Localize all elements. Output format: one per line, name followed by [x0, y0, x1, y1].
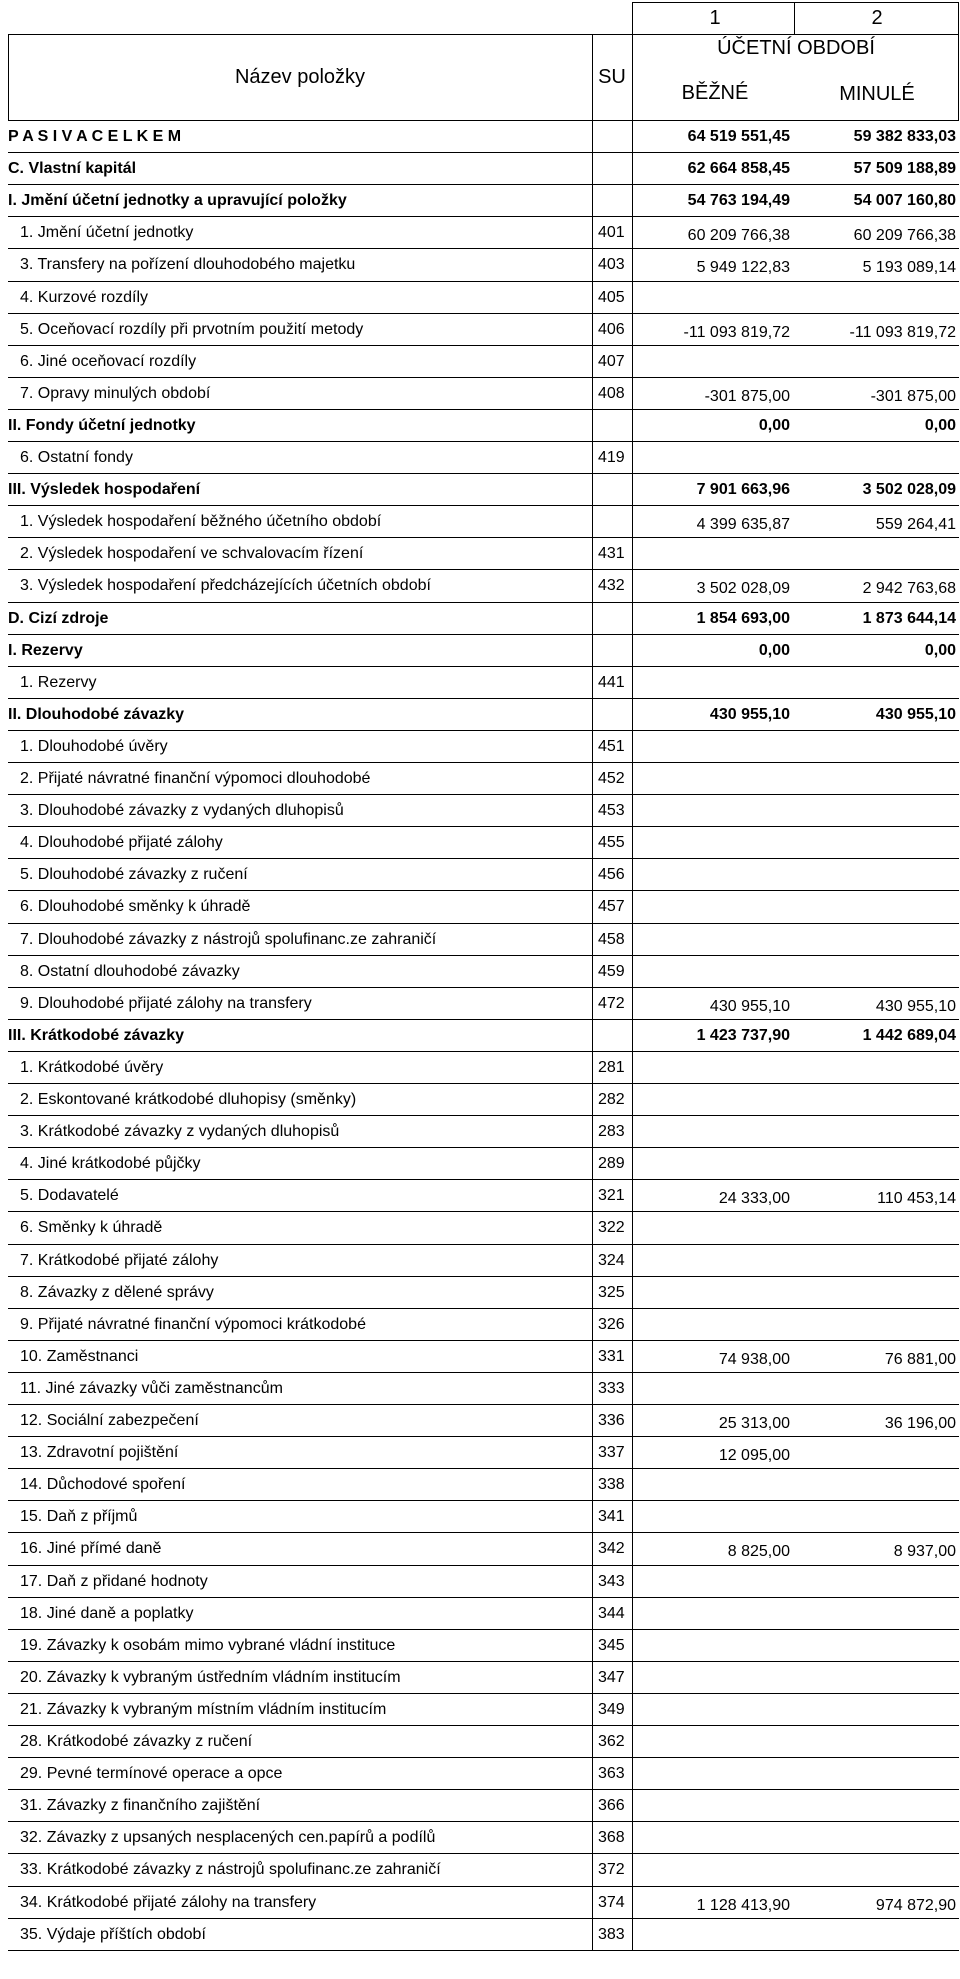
grid-line: [8, 826, 959, 827]
grid-line: [8, 1436, 959, 1437]
row-item-name: 8. Ostatní dlouhodobé závazky: [20, 963, 240, 980]
row-previous-value: 430 955,10: [875, 706, 956, 723]
row-previous-value: 3 502 028,09: [862, 481, 956, 498]
row-su-code: 408: [598, 385, 625, 402]
row-item-name: 3. Transfery na pořízení dlouhodobého majetku: [20, 256, 356, 273]
row-item-name: I. Jmění účetní jednotky a upravující položky: [8, 192, 347, 209]
grid-line: [632, 2, 959, 3]
grid-line: [8, 730, 959, 731]
row-item-name: 15. Daň z příjmů: [20, 1508, 138, 1525]
grid-line: [8, 602, 959, 603]
row-su-code: 374: [598, 1894, 625, 1911]
previous-period-header: MINULÉ: [839, 83, 915, 105]
row-su-code: 366: [598, 1797, 625, 1814]
row-item-name: 2. Eskontované krátkodobé dluhopisy (směnky): [20, 1091, 357, 1108]
row-current-value: 4 399 635,87: [696, 516, 790, 533]
row-su-code: 419: [598, 449, 625, 466]
row-item-name: 29. Pevné termínové operace a opce: [20, 1765, 283, 1782]
row-su-code: 451: [598, 738, 625, 755]
grid-line: [8, 248, 959, 249]
row-su-code: 331: [598, 1348, 625, 1365]
row-previous-value: 2 942 763,68: [862, 580, 956, 597]
row-su-code: 325: [598, 1284, 625, 1301]
row-previous-value: -301 875,00: [870, 388, 956, 405]
row-current-value: 3 502 028,09: [696, 580, 790, 597]
row-item-name: 16. Jiné přímé daně: [20, 1540, 162, 1557]
grid-line: [794, 2, 795, 35]
row-item-name: 7. Krátkodobé přijaté zálohy: [20, 1252, 219, 1269]
grid-line: [8, 1404, 959, 1405]
row-su-code: 459: [598, 963, 625, 980]
grid-line: [8, 184, 959, 185]
row-su-code: 341: [598, 1508, 625, 1525]
grid-line: [8, 409, 959, 410]
grid-line: [8, 1629, 959, 1630]
row-su-code: 383: [598, 1926, 625, 1943]
row-current-value: 54 763 194,49: [687, 192, 790, 209]
row-su-code: 322: [598, 1219, 625, 1236]
grid-line: [8, 473, 959, 474]
row-current-value: 64 519 551,45: [687, 128, 790, 145]
row-su-code: 336: [598, 1412, 625, 1429]
grid-line: [8, 152, 959, 153]
grid-line: [8, 505, 959, 506]
row-su-code: 326: [598, 1316, 625, 1333]
row-su-code: 338: [598, 1476, 625, 1493]
row-item-name: 7. Opravy minulých období: [20, 385, 211, 402]
row-su-code: 342: [598, 1540, 625, 1557]
row-previous-value: -11 093 819,72: [849, 324, 956, 341]
row-item-name: 12. Sociální zabezpečení: [20, 1412, 199, 1429]
row-previous-value: 430 955,10: [875, 998, 956, 1015]
grid-line: [8, 1179, 959, 1180]
column-number-1: 1: [709, 7, 721, 29]
row-item-name: 1. Dlouhodobé úvěry: [20, 738, 168, 755]
grid-line: [8, 313, 959, 314]
row-item-name: 32. Závazky z upsaných nesplacených cen.papírů a podílů: [20, 1829, 436, 1846]
row-previous-value: 0,00: [924, 417, 956, 434]
grid-line: [8, 1276, 959, 1277]
row-item-name: D. Cizí zdroje: [8, 610, 109, 627]
row-current-value: 24 333,00: [718, 1190, 790, 1207]
grid-line: [8, 762, 959, 763]
row-item-name: 8. Závazky z dělené správy: [20, 1284, 214, 1301]
grid-line: [8, 345, 959, 346]
row-su-code: 458: [598, 931, 625, 948]
row-item-name: 5. Dlouhodobé závazky z ručení: [20, 866, 248, 883]
row-su-code: 406: [598, 321, 625, 338]
row-previous-value: 36 196,00: [884, 1415, 956, 1432]
row-su-code: 333: [598, 1380, 625, 1397]
grid-line: [8, 34, 959, 35]
row-item-name: 3. Krátkodobé závazky z vydaných dluhopisů: [20, 1123, 340, 1140]
row-item-name: 5. Oceňovací rozdíly při prvotním použití metody: [20, 321, 364, 338]
row-item-name: 7. Dlouhodobé závazky z nástrojů spolufinanc.ze zahraničí: [20, 931, 437, 948]
grid-line: [8, 1147, 959, 1148]
item-name-header: Název položky: [234, 66, 366, 88]
accounting-period-header: ÚČETNÍ OBDOBÍ: [717, 37, 875, 59]
grid-line: [8, 1019, 959, 1020]
row-previous-value: 54 007 160,80: [853, 192, 956, 209]
row-item-name: 18. Jiné daně a poplatky: [20, 1605, 194, 1622]
row-su-code: 337: [598, 1444, 625, 1461]
grid-line: [8, 1115, 959, 1116]
grid-line: [8, 1661, 959, 1662]
row-previous-value: 60 209 766,38: [853, 227, 956, 244]
row-item-name: 19. Závazky k osobám mimo vybrané vládní instituce: [20, 1637, 396, 1654]
column-number-2: 2: [871, 7, 883, 29]
row-item-name: 6. Jiné oceňovací rozdíly: [20, 353, 197, 370]
grid-line: [8, 1211, 959, 1212]
row-previous-value: 1 873 644,14: [862, 610, 956, 627]
row-current-value: 8 825,00: [727, 1543, 790, 1560]
row-current-value: 1 423 737,90: [696, 1027, 790, 1044]
row-previous-value: 59 382 833,03: [853, 128, 956, 145]
row-item-name: II. Fondy účetní jednotky: [8, 417, 196, 434]
row-su-code: 457: [598, 898, 625, 915]
row-su-code: 456: [598, 866, 625, 883]
grid-line: [8, 634, 959, 635]
row-su-code: 407: [598, 353, 625, 370]
grid-line: [8, 1372, 959, 1373]
row-previous-value: 1 442 689,04: [862, 1027, 956, 1044]
row-item-name: 17. Daň z přidané hodnoty: [20, 1573, 208, 1590]
row-item-name: 3. Dlouhodobé závazky z vydaných dluhopisů: [20, 802, 344, 819]
row-su-code: 452: [598, 770, 625, 787]
row-current-value: 74 938,00: [718, 1351, 790, 1368]
row-su-code: 363: [598, 1765, 625, 1782]
row-current-value: 60 209 766,38: [687, 227, 790, 244]
grid-line: [8, 1597, 959, 1598]
row-su-code: 368: [598, 1829, 625, 1846]
row-previous-value: 8 937,00: [893, 1543, 956, 1560]
row-previous-value: 559 264,41: [875, 516, 956, 533]
row-item-name: 28. Krátkodobé závazky z ručení: [20, 1733, 253, 1750]
row-su-code: 321: [598, 1187, 625, 1204]
row-previous-value: 5 193 089,14: [862, 259, 956, 276]
row-item-name: II. Dlouhodobé závazky: [8, 706, 185, 723]
grid-line: [8, 1918, 959, 1919]
row-su-code: 401: [598, 224, 625, 241]
row-su-code: 282: [598, 1091, 625, 1108]
row-current-value: 62 664 858,45: [687, 160, 790, 177]
row-current-value: 0,00: [758, 417, 790, 434]
row-item-name: 21. Závazky k vybraným místním vládním institucím: [20, 1701, 387, 1718]
row-item-name: 20. Závazky k vybraným ústředním vládním institucím: [20, 1669, 401, 1686]
row-current-value: 25 313,00: [718, 1415, 790, 1432]
row-item-name: 2. Přijaté návratné finanční výpomoci dlouhodobé: [20, 770, 371, 787]
grid-line: [8, 1308, 959, 1309]
row-item-name: 31. Závazky z finančního zajištění: [20, 1797, 261, 1814]
row-su-code: 345: [598, 1637, 625, 1654]
grid-line: [8, 569, 959, 570]
row-su-code: 324: [598, 1252, 625, 1269]
grid-line: [8, 1789, 959, 1790]
row-current-value: 1 854 693,00: [696, 610, 790, 627]
grid-line: [8, 1244, 959, 1245]
grid-line: [8, 1725, 959, 1726]
grid-line: [8, 890, 959, 891]
row-su-code: 281: [598, 1059, 625, 1076]
row-item-name: 6. Ostatní fondy: [20, 449, 133, 466]
row-item-name: 1. Rezervy: [20, 674, 97, 691]
grid-line: [8, 1886, 959, 1887]
grid-line: [8, 1468, 959, 1469]
row-item-name: 2. Výsledek hospodaření ve schvalovacím řízení: [20, 545, 364, 562]
row-item-name: 1. Jmění účetní jednotky: [20, 224, 194, 241]
grid-line: [8, 955, 959, 956]
grid-line: [8, 923, 959, 924]
grid-line: [8, 666, 959, 667]
row-item-name: C. Vlastní kapitál: [8, 160, 137, 177]
row-item-name: III. Výsledek hospodaření: [8, 481, 201, 498]
row-su-code: 472: [598, 995, 625, 1012]
grid-line: [8, 1693, 959, 1694]
row-item-name: I. Rezervy: [8, 642, 83, 659]
row-current-value: 7 901 663,96: [696, 481, 790, 498]
grid-line: [8, 987, 959, 988]
grid-line: [8, 1853, 959, 1854]
row-su-code: 432: [598, 577, 625, 594]
row-item-name: 9. Přijaté návratné finanční výpomoci krátkodobé: [20, 1316, 366, 1333]
row-su-code: 441: [598, 674, 625, 691]
grid-line: [8, 1051, 959, 1052]
row-su-code: 343: [598, 1573, 625, 1590]
row-su-code: 403: [598, 256, 625, 273]
grid-line: [8, 1950, 959, 1951]
row-previous-value: 57 509 188,89: [853, 160, 956, 177]
row-su-code: 455: [598, 834, 625, 851]
row-su-code: 431: [598, 545, 625, 562]
grid-line: [8, 1532, 959, 1533]
row-item-name: 4. Dlouhodobé přijaté zálohy: [20, 834, 223, 851]
row-su-code: 347: [598, 1669, 625, 1686]
row-su-code: 362: [598, 1733, 625, 1750]
grid-line: [8, 698, 959, 699]
row-item-name: III. Krátkodobé závazky: [8, 1027, 185, 1044]
row-su-code: 289: [598, 1155, 625, 1172]
row-item-name: 1. Výsledek hospodaření běžného účetního období: [20, 513, 382, 530]
row-item-name: 6. Dlouhodobé směnky k úhradě: [20, 898, 251, 915]
row-current-value: -301 875,00: [704, 388, 790, 405]
grid-line: [958, 2, 959, 121]
grid-line: [8, 794, 959, 795]
grid-line: [8, 281, 959, 282]
grid-line: [8, 120, 959, 121]
grid-line: [8, 537, 959, 538]
row-item-name: 9. Dlouhodobé přijaté zálohy na transfery: [20, 995, 312, 1012]
row-su-code: 283: [598, 1123, 625, 1140]
row-item-name: 35. Výdaje příštích období: [20, 1926, 206, 1943]
grid-line: [8, 1821, 959, 1822]
row-item-name: 10. Zaměstnanci: [20, 1348, 139, 1365]
row-current-value: 1 128 413,90: [696, 1897, 790, 1914]
row-current-value: 0,00: [758, 642, 790, 659]
grid-line: [8, 377, 959, 378]
row-item-name: 5. Dodavatelé: [20, 1187, 119, 1204]
row-su-code: 344: [598, 1605, 625, 1622]
row-current-value: 430 955,10: [709, 706, 790, 723]
row-current-value: -11 093 819,72: [683, 324, 790, 341]
grid-line: [8, 1757, 959, 1758]
grid-line: [8, 216, 959, 217]
grid-line: [632, 2, 633, 1951]
row-current-value: 5 949 122,83: [696, 259, 790, 276]
su-header: SU: [598, 66, 626, 88]
row-su-code: 453: [598, 802, 625, 819]
row-item-name: 3. Výsledek hospodaření předcházejících účetních období: [20, 577, 431, 594]
grid-line: [8, 34, 9, 121]
row-previous-value: 974 872,90: [875, 1897, 956, 1914]
row-item-name: 33. Krátkodobé závazky z nástrojů spolufinanc.ze zahraničí: [20, 1861, 441, 1878]
grid-line: [8, 1565, 959, 1566]
grid-line: [8, 1500, 959, 1501]
row-su-code: 405: [598, 289, 625, 306]
row-previous-value: 0,00: [924, 642, 956, 659]
grid-line: [8, 441, 959, 442]
row-current-value: 12 095,00: [718, 1447, 790, 1464]
row-item-name: 4. Jiné krátkodobé půjčky: [20, 1155, 201, 1172]
grid-line: [8, 1083, 959, 1084]
grid-line: [592, 34, 593, 1951]
row-item-name: 4. Kurzové rozdíly: [20, 289, 149, 306]
current-period-header: BĚŽNÉ: [681, 82, 749, 104]
row-previous-value: 110 453,14: [877, 1190, 956, 1207]
row-su-code: 349: [598, 1701, 625, 1718]
grid-line: [8, 858, 959, 859]
row-su-code: 372: [598, 1861, 625, 1878]
row-item-name: 14. Důchodové spoření: [20, 1476, 186, 1493]
row-item-name: P A S I V A C E L K E M: [8, 128, 182, 145]
row-item-name: 11. Jiné závazky vůči zaměstnancům: [20, 1380, 283, 1397]
grid-line: [8, 1340, 959, 1341]
row-previous-value: 76 881,00: [884, 1351, 956, 1368]
row-item-name: 1. Krátkodobé úvěry: [20, 1059, 164, 1076]
row-item-name: 6. Směnky k úhradě: [20, 1219, 163, 1236]
row-item-name: 13. Zdravotní pojištění: [20, 1444, 179, 1461]
row-current-value: 430 955,10: [709, 998, 790, 1015]
row-item-name: 34. Krátkodobé přijaté zálohy na transfery: [20, 1894, 317, 1911]
